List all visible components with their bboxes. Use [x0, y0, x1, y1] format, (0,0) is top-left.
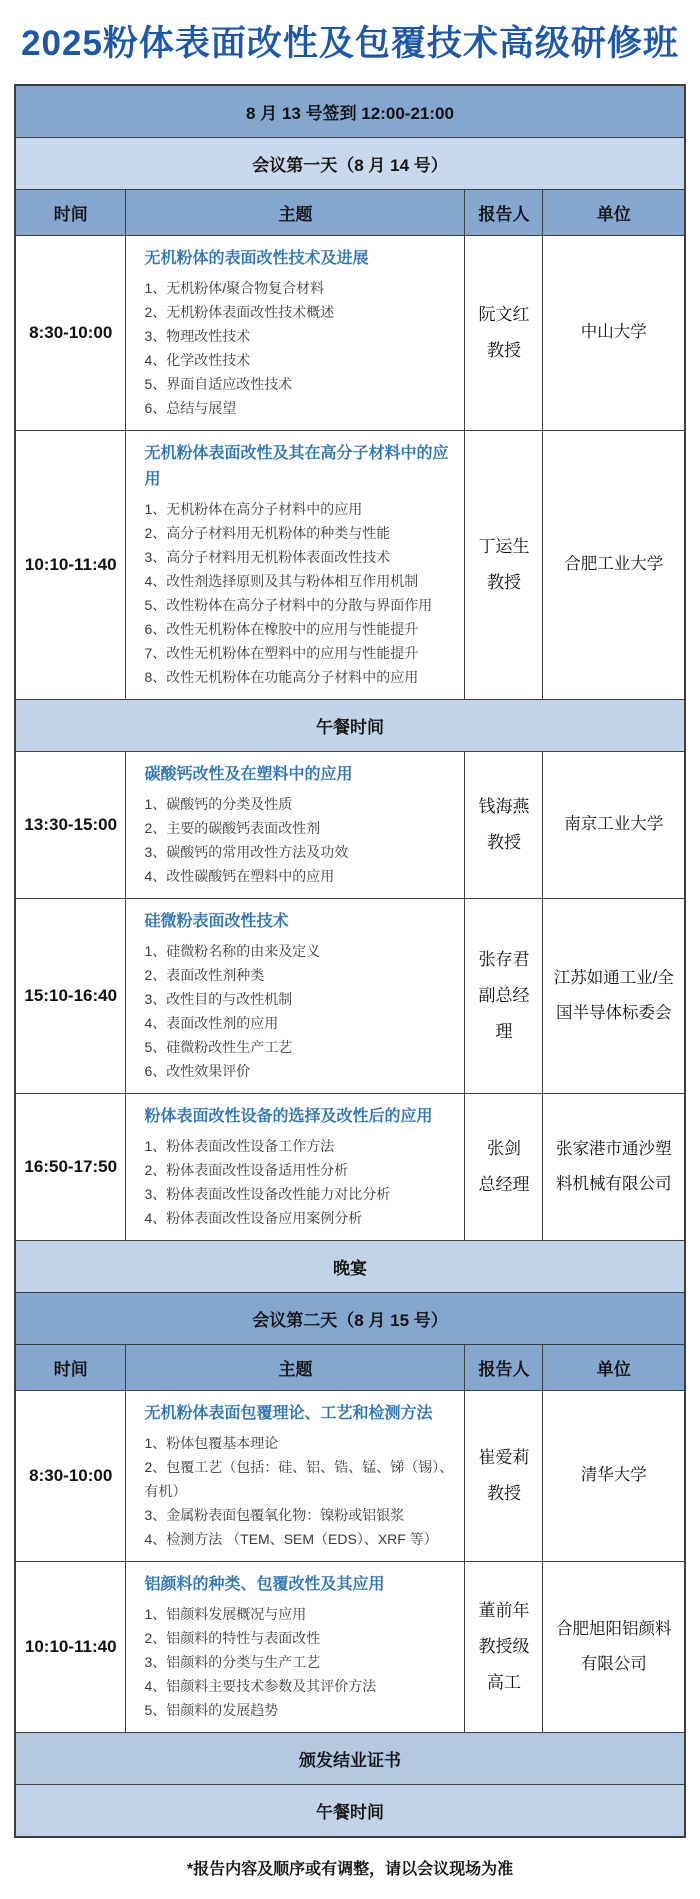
topic-item: 6、总结与展望	[144, 399, 237, 416]
topic-item: 2、铝颜料的特性与表面改性	[144, 1629, 321, 1646]
topic-item: 1、粉体表面改性设备工作方法	[144, 1137, 335, 1154]
session-unit: 南京工业大学	[543, 751, 685, 898]
topic-item: 5、硅微粉改性生产工艺	[144, 1038, 293, 1055]
col-header-time: 时间	[15, 1344, 126, 1390]
footnote: *报告内容及顺序或有调整，请以会议现场为准	[186, 1860, 514, 1878]
topic-item: 2、无机粉体表面改性技术概述	[144, 303, 335, 320]
topic-item: 5、界面自适应改性技术	[144, 375, 293, 392]
session-row	[15, 751, 685, 898]
speaker-title: 教授	[486, 572, 521, 592]
session-unit: 中山大学	[543, 235, 685, 430]
topic-title: 硅微粉表面改性技术	[144, 912, 289, 930]
session-time: 15:10-16:40	[15, 898, 126, 1093]
topic-item: 2、粉体表面改性设备适用性分析	[144, 1161, 349, 1178]
topic-item: 3、物理改性技术	[144, 327, 251, 344]
session-time: 13:30-15:00	[15, 751, 126, 898]
session-time: 16:50-17:50	[15, 1093, 126, 1240]
speaker-name: 阮文红	[478, 305, 530, 325]
topic-item: 5、改性粉体在高分子材料中的分散与界面作用	[144, 596, 433, 613]
session-topic	[126, 430, 465, 699]
col-header-unit: 单位	[543, 1344, 685, 1390]
band-label: 午餐时间	[15, 699, 685, 751]
topic-item: 3、金属粉表面包覆氧化物：镍粉或铝银浆	[144, 1506, 405, 1523]
col-header-speaker: 报告人	[465, 189, 543, 235]
session-speaker	[465, 235, 543, 430]
band-row	[15, 699, 685, 751]
col-header-unit: 单位	[543, 189, 685, 235]
topic-item: 1、铝颜料发展概况与应用	[144, 1605, 307, 1622]
session-unit: 江苏如通工业/全国半导体标委会	[543, 898, 685, 1093]
speaker-title: 副总经理	[478, 985, 530, 1041]
topic-item: 4、铝颜料主要技术参数及其评价方法	[144, 1677, 377, 1694]
band-label: 晚宴	[15, 1240, 685, 1292]
topic-item: 3、高分子材料用无机粉体表面改性技术	[144, 548, 391, 565]
topic-item: 2、主要的碳酸钙表面改性剂	[144, 819, 321, 836]
topic-title: 碳酸钙改性及在塑料中的应用	[144, 765, 353, 783]
session-topic	[126, 1093, 465, 1240]
speaker-name: 张剑	[486, 1139, 521, 1159]
col-header-topic: 主题	[126, 1344, 465, 1390]
session-row	[15, 430, 685, 699]
speaker-title: 教授	[486, 832, 521, 852]
band-label: 颁发结业证书	[15, 1732, 685, 1784]
session-time: 10:10-11:40	[15, 430, 126, 699]
speaker-title: 教授级高工	[478, 1636, 530, 1692]
session-unit: 清华大学	[543, 1390, 685, 1561]
session-unit: 张家港市通沙塑料机械有限公司	[543, 1093, 685, 1240]
topic-title: 无机粉体表面改性及其在高分子材料中的应用	[144, 444, 449, 488]
speaker-title: 总经理	[478, 1174, 530, 1194]
band-label: 午餐时间	[15, 1784, 685, 1837]
session-topic	[126, 1561, 465, 1732]
topic-item: 3、粉体表面改性设备改性能力对比分析	[144, 1185, 391, 1202]
topic-item: 8、改性无机粉体在功能高分子材料中的应用	[144, 668, 419, 685]
session-unit: 合肥旭阳铝颜料有限公司	[543, 1561, 685, 1732]
session-row	[15, 898, 685, 1093]
band-label: 8 月 13 号签到 12:00-21:00	[15, 85, 685, 138]
band-label: 会议第二天（8 月 15 号）	[15, 1292, 685, 1344]
topic-title: 无机粉体表面包覆理论、工艺和检测方法	[144, 1404, 433, 1422]
col-header-speaker: 报告人	[465, 1344, 543, 1390]
topic-item: 2、表面改性剂种类	[144, 966, 265, 983]
topic-item: 4、检测方法 （TEM、SEM（EDS）、XRF 等）	[144, 1530, 438, 1547]
topic-item: 4、粉体表面改性设备应用案例分析	[144, 1209, 363, 1226]
topic-item: 6、改性无机粉体在橡胶中的应用与性能提升	[144, 620, 419, 637]
topic-item: 7、改性无机粉体在塑料中的应用与性能提升	[144, 644, 419, 661]
topic-item: 3、碳酸钙的常用改性方法及功效	[144, 843, 349, 860]
schedule-table	[14, 84, 686, 1838]
col-header-time: 时间	[15, 189, 126, 235]
topic-item: 4、表面改性剂的应用	[144, 1014, 279, 1031]
topic-title: 粉体表面改性设备的选择及改性后的应用	[144, 1107, 433, 1125]
schedule-table-body	[15, 85, 685, 1837]
topic-item: 4、化学改性技术	[144, 351, 251, 368]
topic-item: 2、高分子材料用无机粉体的种类与性能	[144, 524, 391, 541]
topic-title: 铝颜料的种类、包覆改性及其应用	[144, 1575, 385, 1593]
band-row	[15, 1240, 685, 1292]
session-row	[15, 1390, 685, 1561]
session-unit: 合肥工业大学	[543, 430, 685, 699]
session-time: 8:30-10:00	[15, 235, 126, 430]
topic-item: 1、粉体包覆基本理论	[144, 1434, 279, 1451]
topic-item: 1、无机粉体/聚合物复合材料	[144, 279, 325, 296]
session-time: 10:10-11:40	[15, 1561, 126, 1732]
topic-item: 1、碳酸钙的分类及性质	[144, 795, 293, 812]
speaker-name: 董前年	[478, 1601, 530, 1621]
session-row	[15, 235, 685, 430]
speaker-title: 教授	[486, 1483, 521, 1503]
page-title: 2025粉体表面改性及包覆技术高级研修班	[21, 24, 679, 63]
session-topic	[126, 898, 465, 1093]
session-time: 8:30-10:00	[15, 1390, 126, 1561]
session-row	[15, 1561, 685, 1732]
band-row	[15, 1784, 685, 1837]
topic-item: 4、改性碳酸钙在塑料中的应用	[144, 867, 335, 884]
session-speaker	[465, 1093, 543, 1240]
session-speaker	[465, 751, 543, 898]
session-topic	[126, 235, 465, 430]
band-label: 会议第一天（8 月 14 号）	[15, 137, 685, 189]
session-topic	[126, 1390, 465, 1561]
speaker-title: 教授	[486, 340, 521, 360]
band-row	[15, 1732, 685, 1784]
column-header-row	[15, 1344, 685, 1390]
topic-item: 3、改性目的与改性机制	[144, 990, 293, 1007]
column-header-row	[15, 189, 685, 235]
speaker-name: 钱海燕	[478, 797, 530, 817]
topic-item: 1、硅微粉名称的由来及定义	[144, 942, 321, 959]
session-speaker	[465, 898, 543, 1093]
session-speaker	[465, 1561, 543, 1732]
topic-item: 1、无机粉体在高分子材料中的应用	[144, 500, 363, 517]
speaker-name: 崔爱莉	[478, 1448, 530, 1468]
topic-item: 5、铝颜料的发展趋势	[144, 1701, 279, 1718]
session-row	[15, 1093, 685, 1240]
topic-item: 2、包覆工艺（包括：硅、铝、锆、锰、锑（锡）、有机）	[144, 1458, 454, 1499]
band-row	[15, 137, 685, 189]
speaker-name: 张存君	[478, 950, 530, 970]
speaker-name: 丁运生	[478, 537, 530, 557]
session-speaker	[465, 1390, 543, 1561]
topic-item: 6、改性效果评价	[144, 1062, 251, 1079]
band-row	[15, 85, 685, 138]
topic-item: 4、改性剂选择原则及其与粉体相互作用机制	[144, 572, 419, 589]
topic-item: 3、铝颜料的分类与生产工艺	[144, 1653, 321, 1670]
session-topic	[126, 751, 465, 898]
session-speaker	[465, 430, 543, 699]
topic-title: 无机粉体的表面改性技术及进展	[144, 249, 369, 267]
band-row	[15, 1292, 685, 1344]
col-header-topic: 主题	[126, 189, 465, 235]
